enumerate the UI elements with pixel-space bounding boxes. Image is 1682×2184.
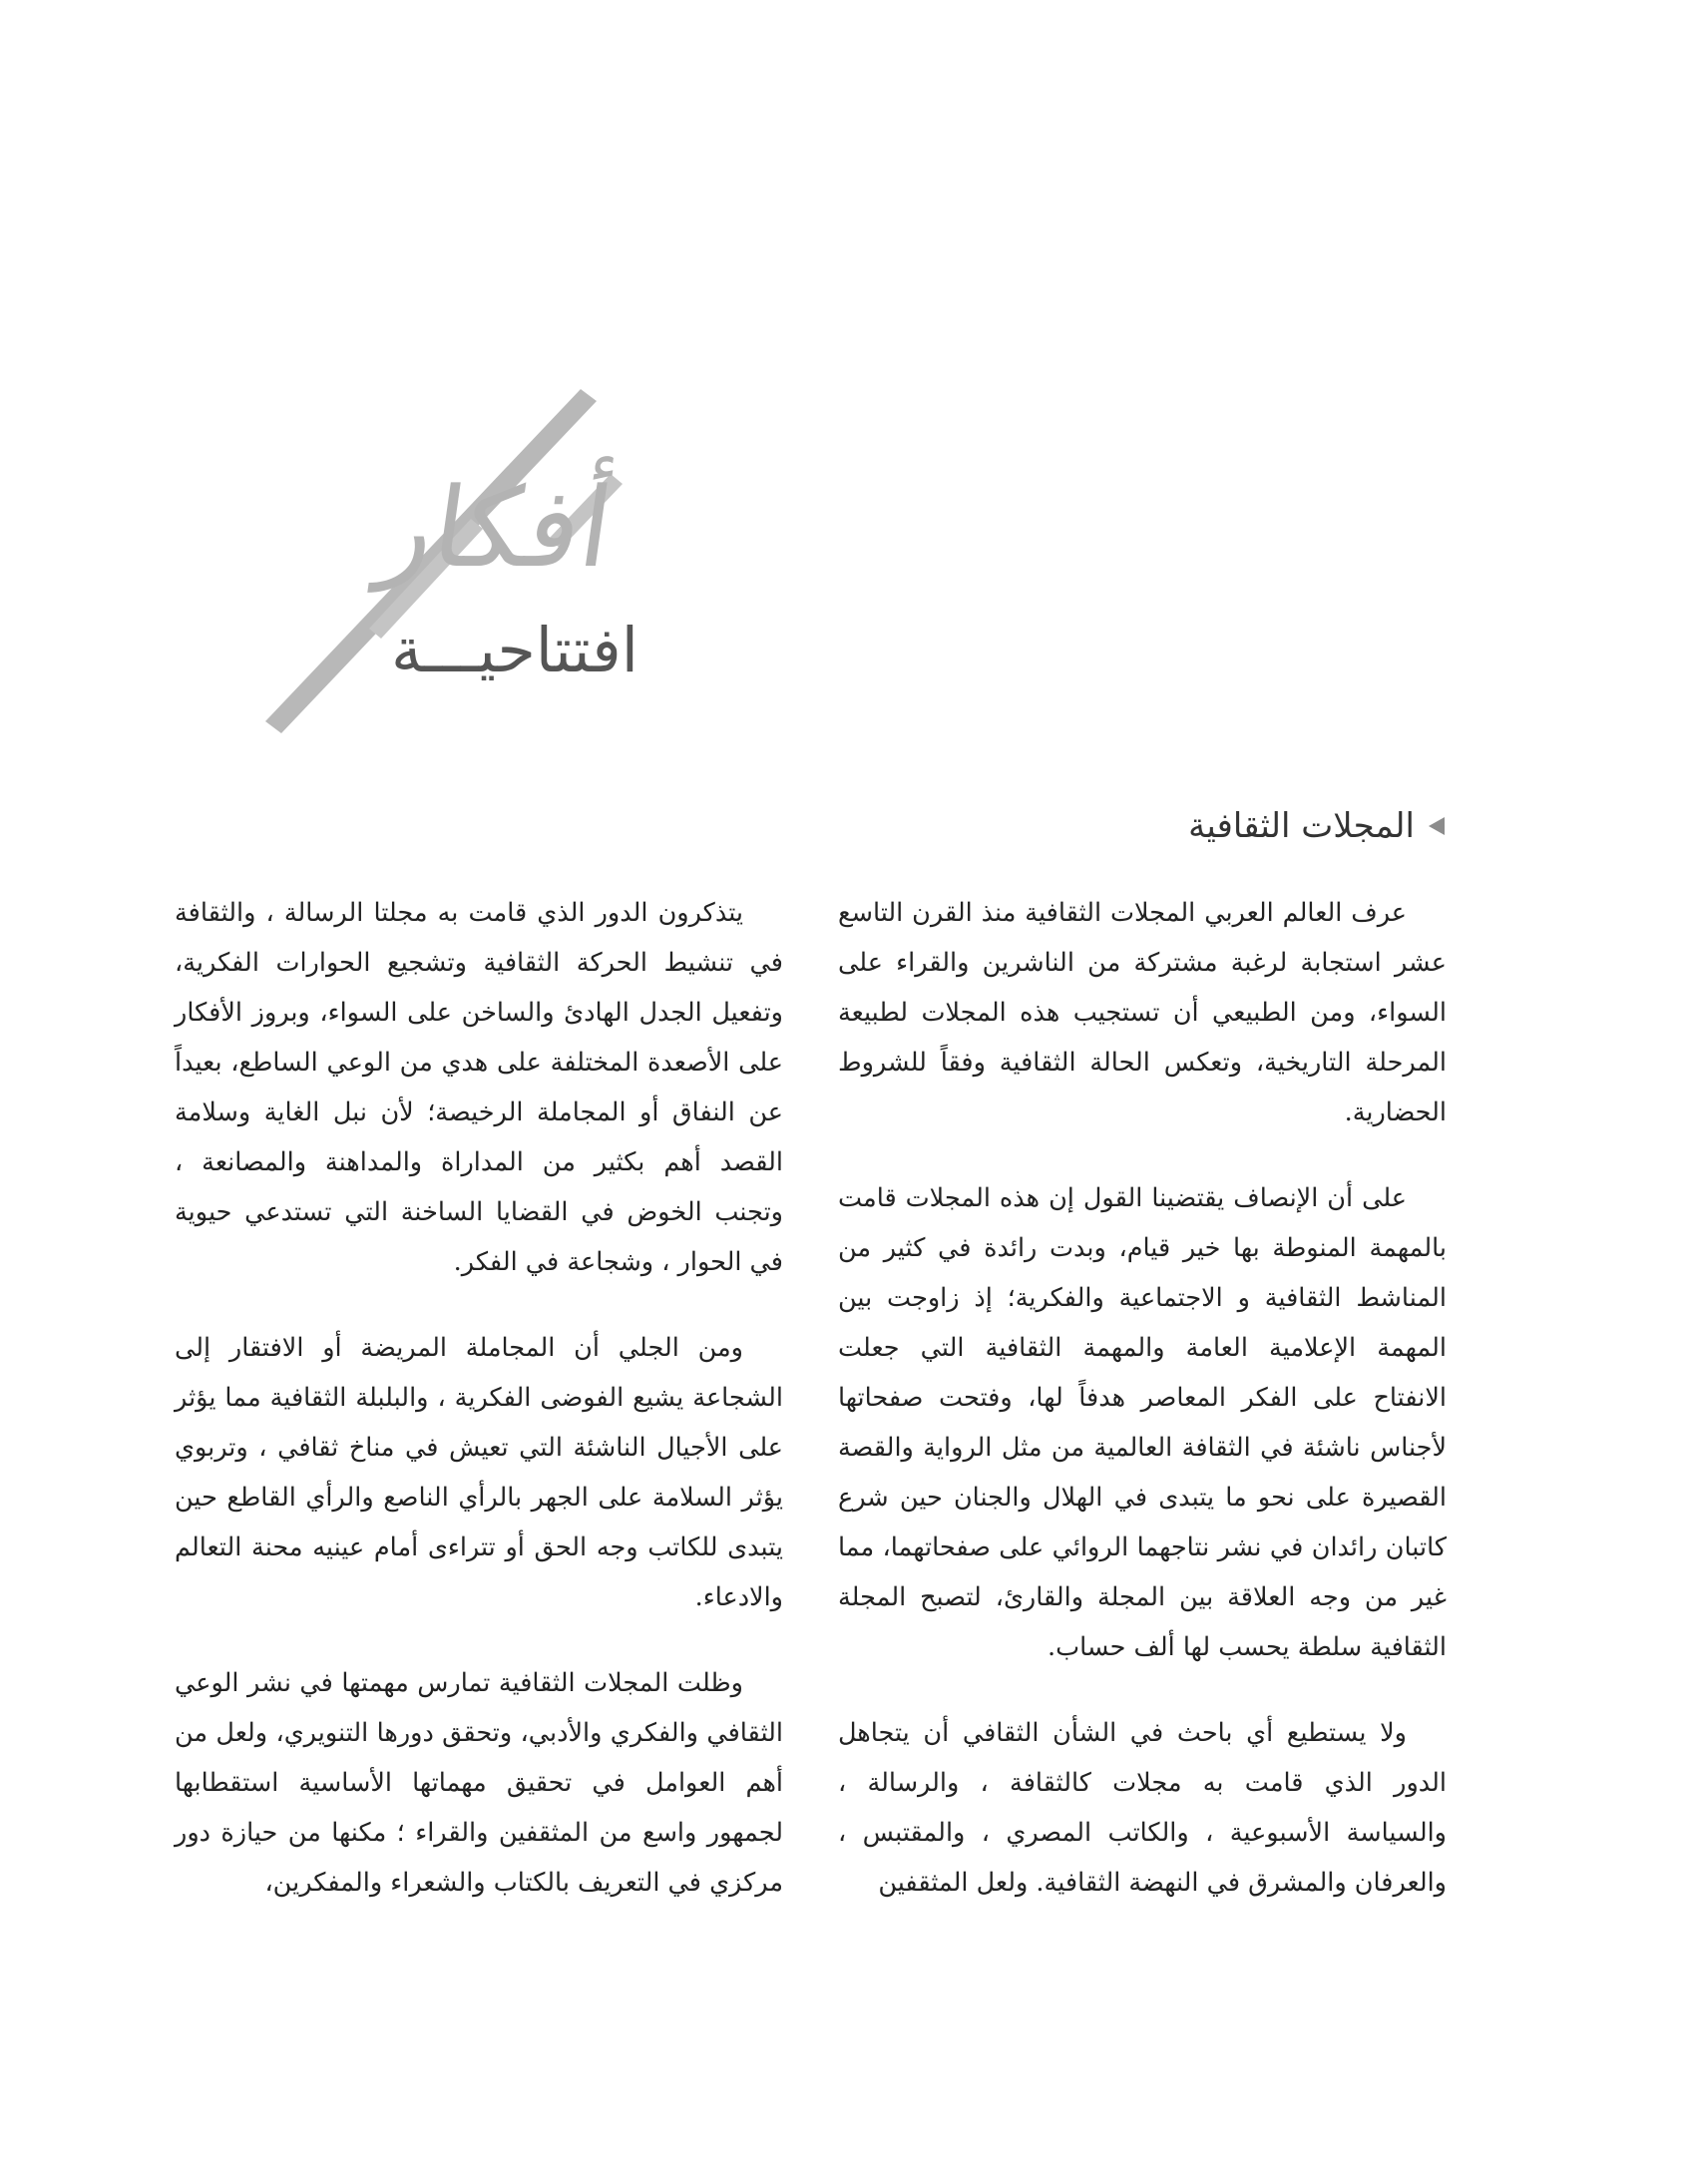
paragraph: ولا يستطيع أي باحث في الشأن الثقافي أن يتجاهل الدور الذي قامت به مجلات كالثقافة ، والرسالة ، والسياسة الأسبوعية ، والكاتب المصري ، والمقتبس ، والعرفان والمشرق في النهضة الثقافية. ولعل المثقفين — [838, 1718, 1447, 1898]
section-heading — [1188, 806, 1445, 846]
article-column-left — [175, 888, 783, 1944]
paragraph: على أن الإنصاف يقتضينا القول إن هذه المجلات قامت بالمهمة المنوطة بها خير قيام، وبدت رائدة في كثير من المناشط الثقافية و الاجتماعية والفكرية؛ إذ زاوجت بين المهمة الإعلامية العامة والمهمة الثقافية التي جعلت الانفتاح على الفكر المعاصر هدفاً لها، وفتحت صفحاتها لأجناس ناشئة في الثقافة العالمية من مثل الرواية والقصة القصيرة على نحو ما يتبدى في الهلال والجنان حين شرع كاتبان رائدان في نشر نتاجهما الروائي على صفحاتهما، مما غير من وجه العلاقة بين المجلة والقارئ، لتصبح المجلة الثقافية سلطة يحسب لها ألف حساب. — [838, 1183, 1447, 1662]
paragraph: عرف العالم العربي المجلات الثقافية منذ القرن التاسع عشر استجابة لرغبة مشتركة من الناشرين والقراء على السواء، ومن الطبيعي أن تستجيب هذه المجلات لطبيعة المرحلة التاريخية، وتعكس الحالة الثقافية وفقاً للشروط الحضارية. — [838, 898, 1447, 1127]
paragraph: ومن الجلي أن المجاملة المريضة أو الافتقار إلى الشجاعة يشيع الفوضى الفكرية ، والبلبلة الثقافية مما يؤثر على الأجيال الناشئة التي تعيش في مناخ ثقافي ، وتربوي يؤثر السلامة على الجهر بالرأي الناصع والرأي القاطع حين يتبدى للكاتب وجه الحق أو تتراءى أمام عينيه محنة التعالم والادعاء. — [175, 1333, 783, 1612]
paragraph: يتذكرون الدور الذي قامت به مجلتا الرسالة ، والثقافة في تنشيط الحركة الثقافية وتشجيع الحوارات الفكرية، وتفعيل الجدل الهادئ والساخن على السواء، وبروز الأفكار على الأصعدة المختلفة على هدي من الوعي الساطع، بعيداً عن النفاق أو المجاملة الرخيصة؛ لأن نبل الغاية وسلامة القصد أهم بكثير من المداراة والمداهنة والمصانعة ، وتجنب الخوض في القضايا الساخنة التي تستدعي حيوية في الحوار ، وشجاعة في الفكر. — [175, 898, 783, 1277]
afkar-logo — [261, 389, 720, 758]
paragraph: وظلت المجلات الثقافية تمارس مهمتها في نشر الوعي الثقافي والفكري والأدبي، وتحقق دورها التنويري، ولعل من أهم العوامل في تحقيق مهماتها الأساسية استقطابها لجمهور واسع من المثقفين والقراء ؛ مكنها من حيازة دور مركزي في التعريف بالكتاب والشعراء والمفكرين، — [175, 1668, 783, 1898]
section-title: المجلات الثقافية — [1188, 806, 1415, 846]
article-column-right — [838, 888, 1447, 1944]
editorial-label: افتتاحيـــة — [391, 614, 638, 686]
logo-brand-text: أفكار — [372, 464, 621, 592]
triangle-left-icon — [1429, 817, 1445, 835]
